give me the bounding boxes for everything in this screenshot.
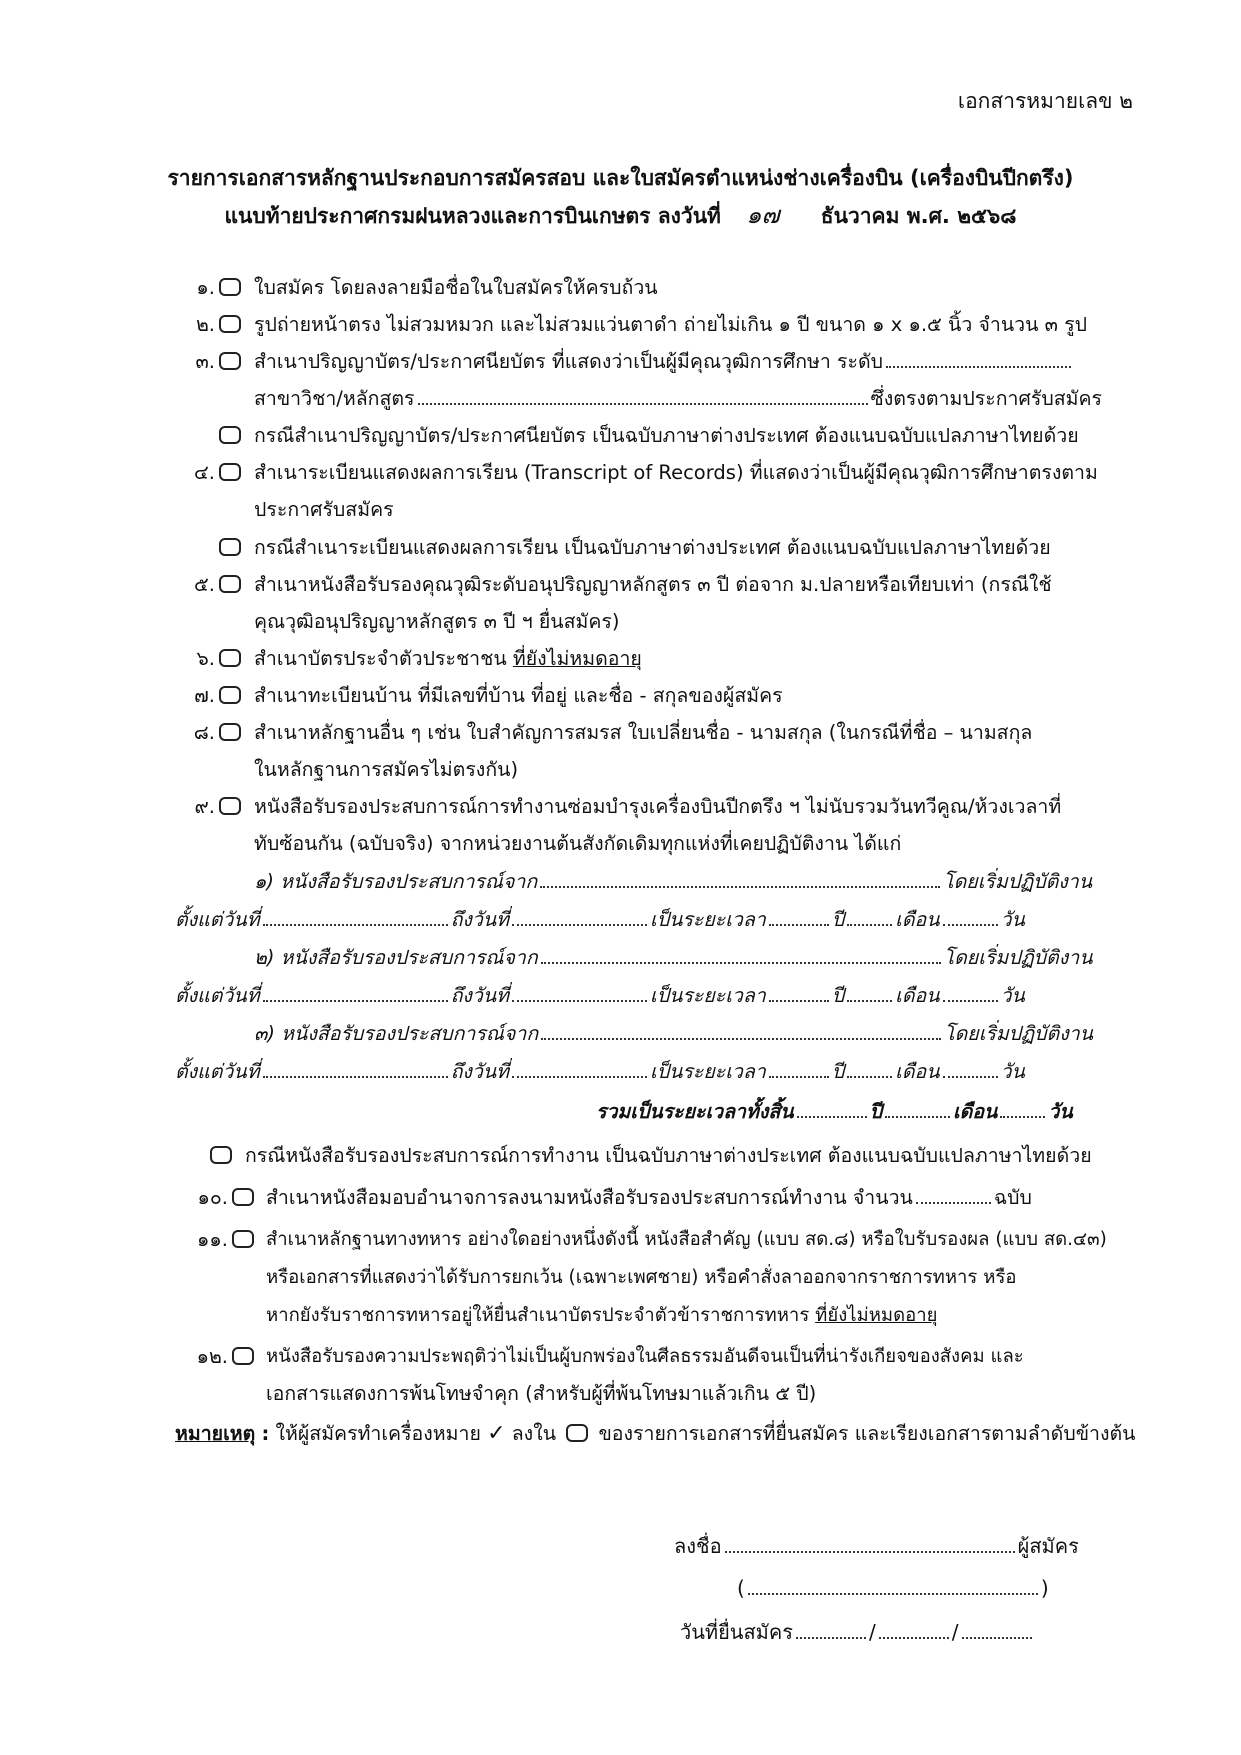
experience-3: ๓) หนังสือรับรองประสบการณ์จาก โดยเริ่มปฏิบัติงาน: [254, 1022, 1093, 1045]
item-3-sub: กรณีสำเนาปริญญาบัตร/ประกาศนียบัตร เป็นฉบับภาษาต่างประเทศ ต้องแนบฉบับแปลภาษาไทยด้วย: [0, 424, 1241, 460]
item-8: ๘. สำเนาหลักฐานอื่น ๆ เช่น ใบสำคัญการสมรส ใบเปลี่ยนชื่อ - นามสกุล (ในกรณีที่ชื่อ – นามสกุล: [193, 721, 1033, 744]
item-4-line2: ประกาศรับสมัคร: [254, 498, 394, 521]
subtitle-prefix: แนบท้ายประกาศกรมฝนหลวงและการบินเกษตร ลงวันที่: [224, 204, 721, 228]
printed-name-field[interactable]: [748, 1579, 1038, 1595]
date-day-field[interactable]: [796, 1623, 866, 1639]
item-6-checkbox[interactable]: [219, 649, 241, 667]
item-5: ๕. สำเนาหนังสือรับรองคุณวุฒิระดับอนุปริญญาหลักสูตร ๓ ปี ต่อจาก ม.ปลายหรือเทียบเท่า (กรณีใช้: [194, 573, 1052, 596]
item-11-line2: หรือเอกสารที่แสดงว่าได้รับการยกเว้น (เฉพาะเพศชาย) หรือคำสั่งลาออกจากราชการทหาร หรือ: [266, 1267, 1017, 1288]
date-line: วันที่ยื่นสมัคร / /: [680, 1620, 1035, 1645]
item-12-checkbox[interactable]: [232, 1347, 254, 1365]
item-9-sub: กรณีหนังสือรับรองประสบการณ์การทำงาน เป็นฉบับภาษาต่างประเทศ ต้องแนบฉบับแปลภาษาไทยด้วย: [0, 1144, 1241, 1180]
item-11-checkbox[interactable]: [232, 1230, 254, 1248]
experience-2-dates: ตั้งแต่วันที่ ถึงวันที่ เป็นระยะเวลา ปี เดือน วัน: [175, 984, 1025, 1007]
experience-1-to-field[interactable]: [512, 910, 647, 926]
item-7: ๗. สำเนาทะเบียนบ้าน ที่มีเลขที่บ้าน ที่อยู่ และชื่อ - สกุลของผู้สมัคร: [194, 684, 783, 707]
item-12: ๑๒. หนังสือรับรองความประพฤติว่าไม่เป็นผู้บกพร่องในศีลธรรมอันดีจนเป็นที่น่ารังเกียจของสังคม และ: [196, 1345, 1024, 1368]
copies-field[interactable]: [916, 1188, 991, 1204]
subtitle-suffix: ธันวาคม พ.ศ. ๒๕๖๘: [820, 204, 1017, 228]
item-11: ๑๑. สำเนาหลักฐานทางทหาร อย่างใดอย่างหนึ่งดังนี้ หนังสือสำคัญ (แบบ สด.๘) หรือใบรับรองผล (แบบ สด.๔๓): [197, 1228, 1107, 1251]
experience-2-years-field[interactable]: [769, 986, 829, 1002]
item-2-checkbox[interactable]: [219, 315, 241, 333]
item-3-checkbox[interactable]: [219, 352, 241, 370]
date-year-field[interactable]: [962, 1623, 1032, 1639]
item-3-sub-checkbox[interactable]: [219, 426, 241, 444]
item-5-checkbox[interactable]: [219, 575, 241, 593]
name-line: ( ): [737, 1576, 1049, 1600]
experience-3-years-field[interactable]: [769, 1062, 829, 1078]
item-4-sub: กรณีสำเนาระเบียนแสดงผลการเรียน เป็นฉบับภาษาต่างประเทศ ต้องแนบฉบับแปลภาษาไทยด้วย: [0, 536, 1241, 572]
item-6: ๖. สำเนาบัตรประจำตัวประชาชน ที่ยังไม่หมดอายุ: [196, 647, 642, 670]
signature-field[interactable]: [725, 1537, 1015, 1553]
subtitle-day: ๑๗: [746, 201, 780, 229]
experience-3-from-field[interactable]: [263, 1062, 448, 1078]
experience-1-org-field[interactable]: [540, 872, 940, 888]
note: หมายเหตุ : ให้ผู้สมัครทำเครื่องหมาย ✓ ลงใน ของรายการเอกสารที่ยื่นสมัคร และเรียงเอกสารตามลำดับข้างต้น: [175, 1421, 1136, 1446]
experience-3-org-field[interactable]: [541, 1024, 941, 1040]
experience-3-months-field[interactable]: [847, 1062, 892, 1078]
note-label: หมายเหตุ: [175, 1422, 256, 1445]
item-10: ๑๐. สำเนาหนังสือมอบอำนาจการลงนามหนังสือรับรองประสบการณ์ทำงาน จำนวน ฉบับ: [197, 1186, 1032, 1209]
document-subtitle: [0, 200, 1241, 230]
item-2: ๒. รูปถ่ายหน้าตรง ไม่สวมหมวก และไม่สวมแว่นตาดำ ถ่ายไม่เกิน ๑ ปี ขนาด ๑ x ๑.๕ นิ้ว จำนวน ๓ รูป: [195, 313, 1088, 336]
document-number: เอกสารหมายเลข ๒: [957, 89, 1133, 113]
item-7-checkbox[interactable]: [219, 686, 241, 704]
item-3: ๓. สำเนาปริญญาบัตร/ประกาศนียบัตร ที่แสดงว่าเป็นผู้มีคุณวุฒิการศึกษา ระดับ: [0, 350, 1241, 386]
education-level-field[interactable]: [886, 352, 1071, 368]
experience-1-months-field[interactable]: [847, 910, 892, 926]
total-days-field[interactable]: [1000, 1102, 1045, 1118]
experience-1-years-field[interactable]: [769, 910, 829, 926]
experience-2-months-field[interactable]: [847, 986, 892, 1002]
experience-1-from-field[interactable]: [263, 910, 448, 926]
item-9-checkbox[interactable]: [219, 797, 241, 815]
experience-3-days-field[interactable]: [943, 1062, 998, 1078]
total-months-field[interactable]: [885, 1102, 950, 1118]
check-mark-icon: ✓: [487, 1421, 506, 1446]
date-month-field[interactable]: [879, 1623, 949, 1639]
empty-box-icon: [566, 1424, 588, 1442]
item-3-line2: สาขาวิชา/หลักสูตร ซึ่งตรงตามประกาศรับสมัคร: [254, 387, 1102, 410]
item-1-checkbox[interactable]: [219, 278, 241, 296]
total-years-field[interactable]: [797, 1102, 867, 1118]
experience-2-org-field[interactable]: [541, 948, 941, 964]
document-title: รายการเอกสารหลักฐานประกอบการสมัครสอบ และใบสมัครตำแหน่งช่างเครื่องบิน (เครื่องบินปีกตรึง): [167, 166, 1074, 190]
experience-2-to-field[interactable]: [512, 986, 647, 1002]
major-field[interactable]: [418, 389, 868, 405]
experience-2-days-field[interactable]: [943, 986, 998, 1002]
item-9: ๙. หนังสือรับรองประสบการณ์การทำงานซ่อมบำรุงเครื่องบินปีกตรึง ฯ ไม่นับรวมวันทวีคูณ/ห้วงเวลาที่: [194, 795, 1062, 818]
item-1: ๑. ใบสมัคร โดยลงลายมือชื่อในใบสมัครให้ครบถ้วน: [196, 276, 658, 299]
signature-line: ลงชื่อ ผู้สมัคร: [674, 1534, 1079, 1558]
item-8-line2: ในหลักฐานการสมัครไม่ตรงกัน): [254, 758, 519, 781]
item-12-line2: เอกสารแสดงการพ้นโทษจำคุก (สำหรับผู้ที่พ้นโทษมาแล้วเกิน ๕ ปี): [266, 1382, 817, 1405]
experience-1-dates: ตั้งแต่วันที่ ถึงวันที่ เป็นระยะเวลา ปี เดือน วัน: [175, 908, 1025, 931]
experience-2-from-field[interactable]: [263, 986, 448, 1002]
item-9-line2: ทับซ้อนกัน (ฉบับจริง) จากหน่วยงานต้นสังกัดเดิมทุกแห่งที่เคยปฏิบัติงาน ได้แก่: [254, 832, 902, 855]
item-11-line3: หากยังรับราชการทหารอยู่ให้ยื่นสำเนาบัตรประจำตัวข้าราชการทหาร ที่ยังไม่หมดอายุ: [266, 1305, 938, 1326]
experience-3-to-field[interactable]: [512, 1062, 647, 1078]
experience-3-dates: ตั้งแต่วันที่ ถึงวันที่ เป็นระยะเวลา ปี เดือน วัน: [175, 1060, 1025, 1083]
item-4: ๔. สำเนาระเบียนแสดงผลการเรียน (Transcript of Records) ที่แสดงว่าเป็นผู้มีคุณวุฒิการศึกษาตรงตาม: [194, 461, 1098, 484]
item-8-checkbox[interactable]: [219, 723, 241, 741]
item-9-sub-checkbox[interactable]: [210, 1146, 232, 1164]
experience-1-days-field[interactable]: [943, 910, 998, 926]
item-5-line2: คุณวุฒิอนุปริญญาหลักสูตร ๓ ปี ฯ ยื่นสมัคร): [254, 610, 620, 633]
item-10-checkbox[interactable]: [232, 1188, 254, 1206]
item-4-sub-checkbox[interactable]: [219, 538, 241, 556]
item-4-checkbox[interactable]: [219, 463, 241, 481]
experience-total: รวมเป็นระยะเวลาทั้งสิ้น ปี เดือน วัน: [596, 1100, 1073, 1123]
experience-2: ๒) หนังสือรับรองประสบการณ์จาก โดยเริ่มปฏิบัติงาน: [254, 946, 1093, 969]
experience-1: ๑) หนังสือรับรองประสบการณ์จาก โดยเริ่มปฏิบัติงาน: [254, 870, 1093, 893]
